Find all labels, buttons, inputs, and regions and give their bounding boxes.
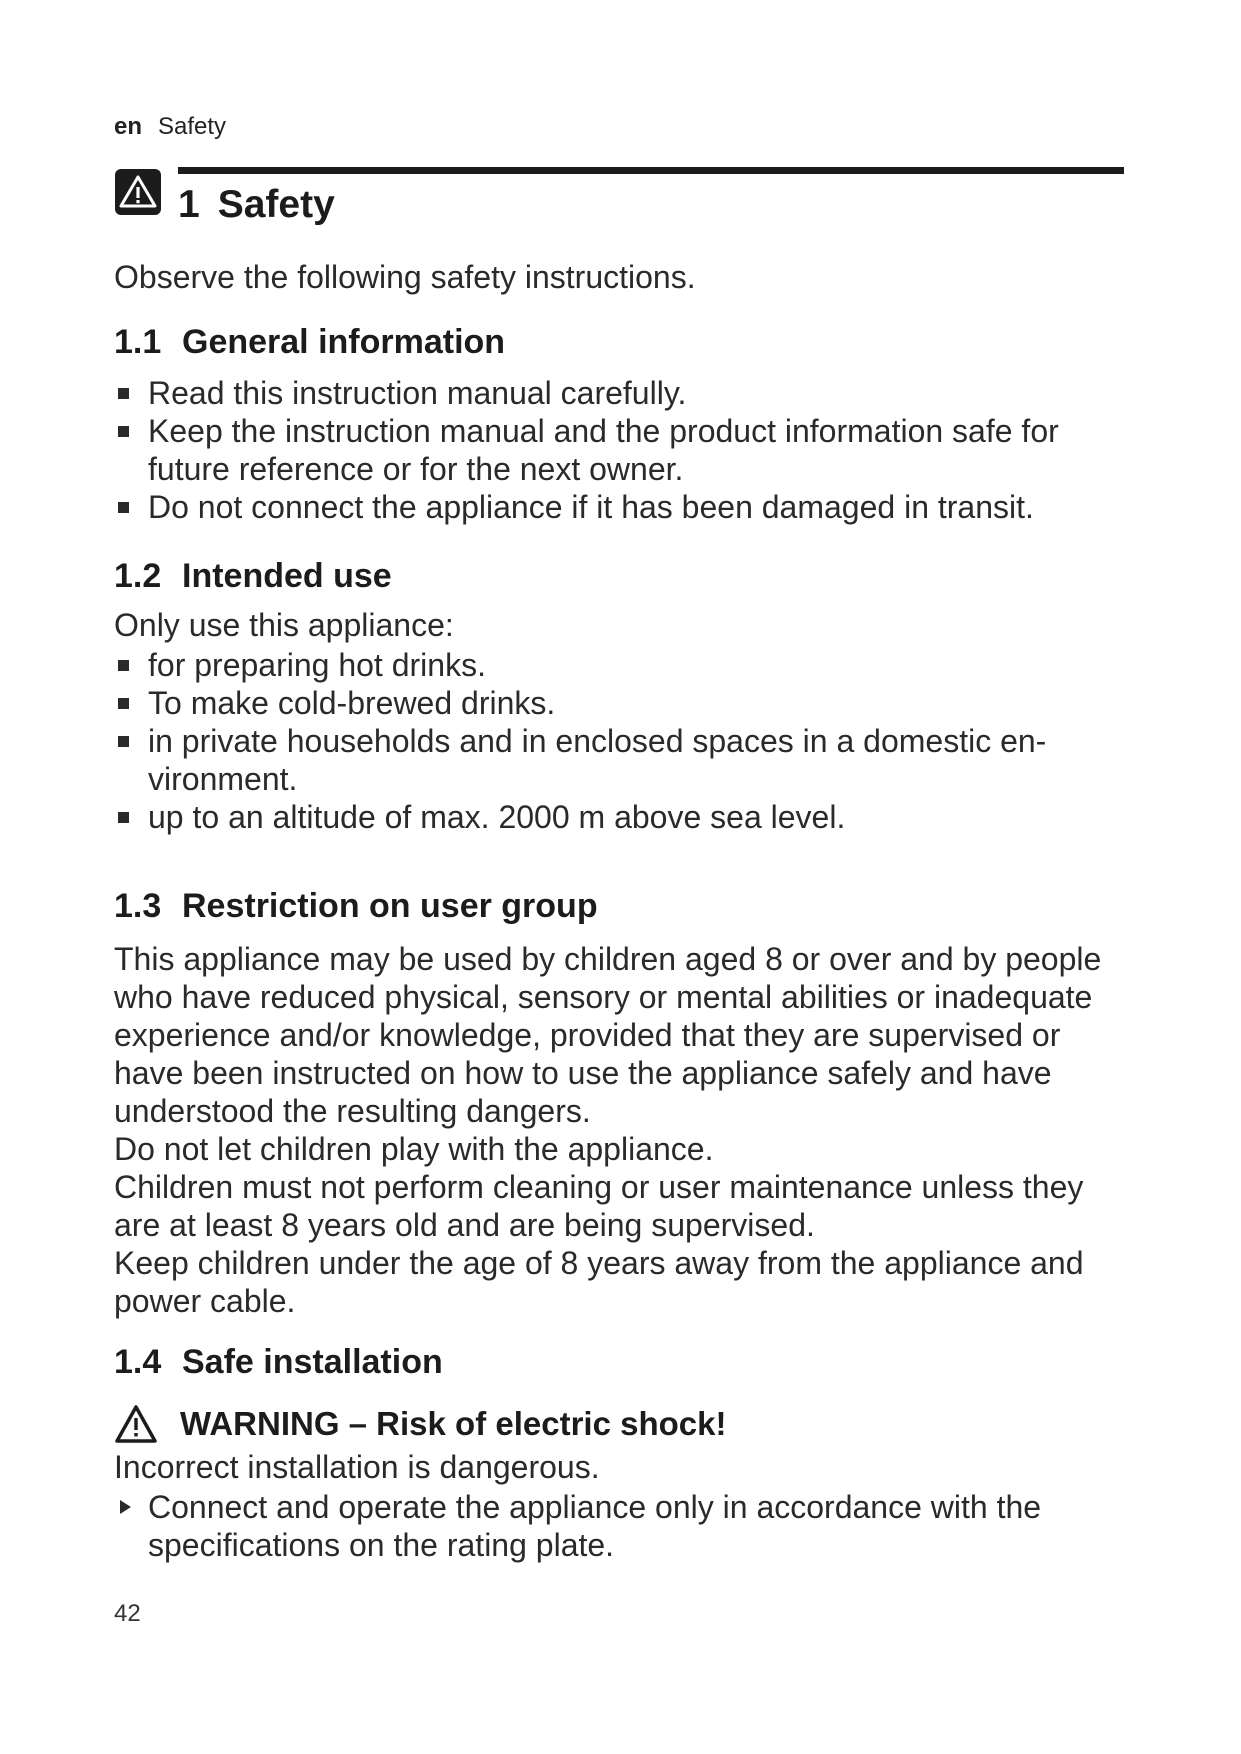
bullet-icon <box>118 660 129 671</box>
section-number: 1.1 <box>114 323 162 361</box>
list-item: Read this instruction manual carefully. <box>114 374 1124 412</box>
language-code: en <box>114 113 143 140</box>
chapter-number: 1 <box>178 183 200 226</box>
bullet-icon <box>118 426 129 437</box>
intro-text: Observe the following safety instructions. <box>114 259 696 295</box>
bullet-icon <box>118 502 129 513</box>
page-number: 42 <box>114 1600 141 1627</box>
bullet-icon <box>118 812 129 823</box>
section-title: Restriction on user group <box>182 887 598 925</box>
section-number: 1.3 <box>114 887 162 925</box>
list-item: in private households and in enclosed spaces in a domestic en-vironment. <box>114 722 1124 798</box>
general-information-list <box>114 374 1124 526</box>
section-number: 1.4 <box>114 1343 162 1381</box>
list-item: Keep the instruction manual and the product information safe for future reference or for the next owner. <box>114 412 1124 488</box>
chapter-title-text: Safety <box>217 183 335 226</box>
chapter-title <box>178 182 335 228</box>
section-number: 1.2 <box>114 557 162 595</box>
warning-triangle-icon <box>114 1404 158 1444</box>
section-heading-general-information <box>114 322 505 362</box>
bullet-icon <box>118 388 129 399</box>
section-heading-restriction-on-user-group <box>114 886 598 926</box>
paragraph: Do not let children play with the appliance. <box>114 1131 714 1167</box>
section-title: Safe installation <box>182 1343 443 1381</box>
bullet-icon <box>118 698 129 709</box>
bullet-icon <box>118 736 129 747</box>
paragraph: Keep children under the age of 8 years away from the appliance and power cable. <box>114 1245 1084 1319</box>
section-title: General information <box>182 323 506 361</box>
list-item: up to an altitude of max. 2000 m above sea level. <box>114 798 1124 836</box>
section-title: Intended use <box>182 557 392 595</box>
running-head <box>114 113 226 141</box>
paragraph: This appliance may be used by children aged 8 or over and by people who have reduced physical, sensory or mental abilities or inadequate experience and/or knowledge, provided that they are supervised or have been instructed on how to use the appliance safely and have understood the resulting dangers. <box>114 941 1102 1129</box>
section-heading-intended-use <box>114 556 392 596</box>
warning-title: WARNING – Risk of electric shock! <box>180 1405 727 1442</box>
list-item: To make cold-brewed drinks. <box>114 684 1124 722</box>
list-item: for preparing hot drinks. <box>114 646 1124 684</box>
paragraph: Children must not perform cleaning or user maintenance unless they are at least 8 years old and are being supervised. <box>114 1169 1084 1243</box>
list-item: Do not connect the appliance if it has been damaged in transit. <box>114 488 1124 526</box>
intended-use-lead: Only use this appliance: <box>114 607 454 643</box>
chapter-rule <box>178 167 1124 174</box>
warning-heading <box>114 1402 726 1446</box>
section-heading-safe-installation <box>114 1342 443 1382</box>
warning-box-icon <box>114 168 162 216</box>
step-arrow-icon <box>120 1500 131 1514</box>
warning-text: Incorrect installation is dangerous. <box>114 1449 600 1485</box>
user-group-text <box>114 940 1124 1320</box>
instruction-step: Connect and operate the appliance only in accordance with the specifications on the rating plate. <box>114 1488 1124 1564</box>
intended-use-list <box>114 646 1124 836</box>
running-head-section: Safety <box>158 113 227 140</box>
